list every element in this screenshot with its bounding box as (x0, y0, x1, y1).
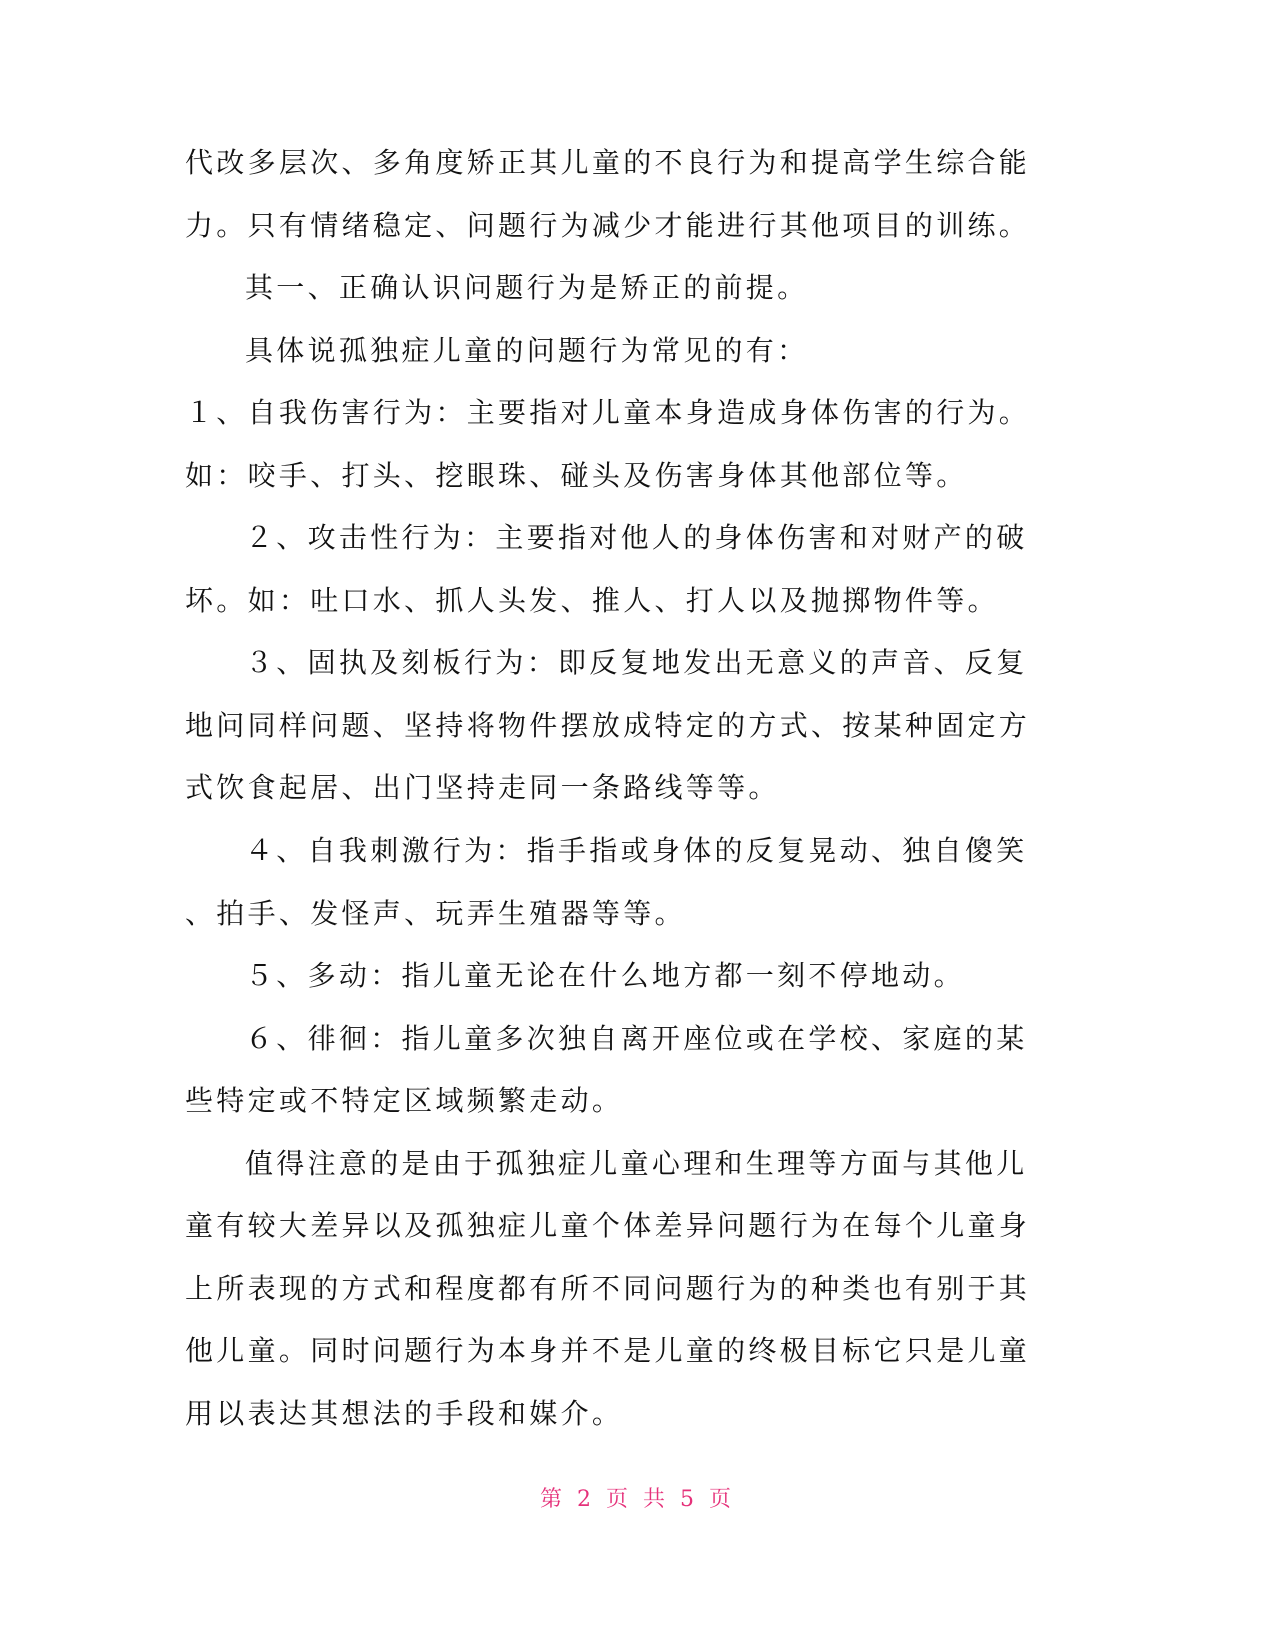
text-line: ３、固执及刻板行为：即反复地发出无意义的声音、反复 (245, 646, 1028, 680)
paragraph-intro-list (185, 320, 1045, 383)
text-line: ２、攻击性行为：主要指对他人的身体伤害和对财产的破 (245, 521, 1028, 555)
text-line: ５、多动：指儿童无论在什么地方都一刻不停地动。 (245, 959, 965, 993)
list-item-aggression (185, 507, 1045, 632)
text-line: ４、自我刺激行为：指手指或身体的反复晃动、独自傻笑 (245, 834, 1028, 868)
text-line: １、自我伤害行为：主要指对儿童本身造成身体伤害的行为。 (185, 396, 1031, 430)
paragraph-premise (185, 257, 1045, 320)
text-line: 具体说孤独症儿童的问题行为常见的有： (245, 333, 809, 367)
text-line: 坏。如：吐口水、抓人头发、推人、打人以及抛掷物件等。 (185, 583, 999, 617)
text-line: 如：咬手、打头、挖眼珠、碰头及伤害身体其他部位等。 (185, 458, 968, 492)
text-line: 式饮食起居、出门坚持走同一条路线等等。 (185, 771, 780, 805)
text-line: 代改多层次、多角度矫正其儿童的不良行为和提高学生综合能 (185, 146, 1031, 179)
paragraph-continuation (185, 132, 1045, 257)
text-line: 上所表现的方式和程度都有所不同问题行为的种类也有别于其 (185, 1271, 1031, 1305)
list-item-hyperactivity (185, 945, 1045, 1008)
text-line: ６、徘徊：指儿童多次独自离开座位或在学校、家庭的某 (245, 1021, 1028, 1055)
list-item-self-injury (185, 382, 1045, 507)
text-line: 用以表达其想法的手段和媒介。 (185, 1396, 624, 1430)
text-line: 其一、正确认识问题行为是矫正的前提。 (245, 271, 809, 305)
text-line: 地问同样问题、坚持将物件摆放成特定的方式、按某种固定方 (185, 708, 1031, 742)
text-line: 值得注意的是由于孤独症儿童心理和生理等方面与其他儿 (245, 1146, 1028, 1180)
list-item-wandering (185, 1008, 1045, 1133)
list-item-self-stimulation (185, 820, 1045, 945)
document-body (185, 132, 1045, 1445)
text-line: 他儿童。同时问题行为本身并不是儿童的终极目标它只是儿童 (185, 1334, 1031, 1368)
paragraph-note (185, 1133, 1045, 1446)
text-line: 童有较大差异以及孤独症儿童个体差异问题行为在每个儿童身 (185, 1209, 1031, 1243)
text-line: 些特定或不特定区域频繁走动。 (185, 1084, 624, 1118)
text-line: 、拍手、发怪声、玩弄生殖器等等。 (185, 896, 686, 930)
list-item-stereotyped (185, 632, 1045, 820)
page-number-footer: 第 2 页 共 5 页 (540, 1487, 735, 1512)
text-line: 力。只有情绪稳定、问题行为减少才能进行其他项目的训练。 (185, 208, 1031, 242)
